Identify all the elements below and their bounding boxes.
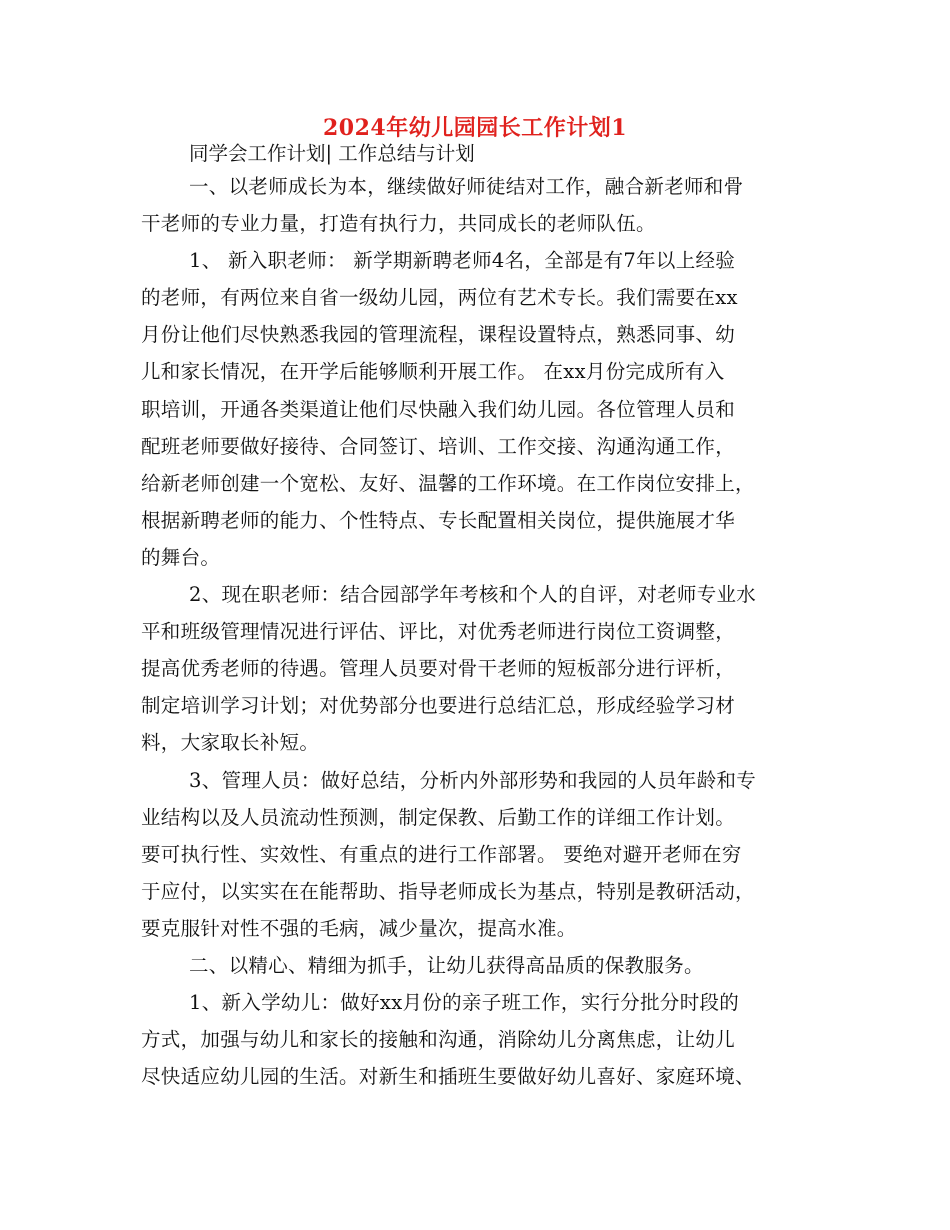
text-line: 提高优秀老师的待遇。管理人员要对骨干老师的短板部分进行评析， — [141, 657, 736, 681]
text-line: 月份让他们尽快熟悉我园的管理流程，课程设置特点，熟悉同事、幼 — [141, 323, 736, 347]
text-line: 要可执行性、实效性、有重点的进行工作部署。 要绝对避开老师在穷 — [141, 842, 742, 866]
text-line: 的老师，有两位来自省一级幼儿园，两位有艺术专长。我们需要在xx — [141, 286, 738, 310]
text-line: 1、新入学幼儿：做好xx月份的亲子班工作，实行分批分时段的 — [189, 991, 740, 1015]
text-line: 业结构以及人员流动性预测，制定保教、后勤工作的详细工作计划。 — [141, 805, 736, 829]
text-line: 给新老师创建一个宽松、友好、温馨的工作环境。在工作岗位安排上， — [141, 471, 755, 495]
document-subtitle: 同学会工作计划| 工作总结与计划 — [189, 142, 475, 165]
text-line: 配班老师要做好接待、合同签订、培训、工作交接、沟通沟通工作， — [141, 434, 736, 458]
text-line: 要克服针对性不强的毛病，减少量次，提高水准。 — [141, 916, 577, 940]
text-line: 平和班级管理情况进行评估、评比，对优秀老师进行岗位工资调整， — [141, 620, 736, 644]
text-line: 职培训，开通各类渠道让他们尽快融入我们幼儿园。各位管理人员和 — [141, 397, 736, 421]
document-body — [141, 168, 813, 1095]
text-line: 于应付，以实实在在能帮助、指导老师成长为基点，特别是教研活动， — [141, 879, 755, 903]
text-line: 3、管理人员：做好总结，分析内外部形势和我园的人员年龄和专 — [189, 768, 757, 792]
text-line: 2、现在职老师：结合园部学年考核和个人的自评，对老师专业水 — [189, 583, 757, 607]
document-title: 2024年幼儿园园长工作计划1 — [322, 115, 628, 141]
text-line: 尽快适应幼儿园的生活。对新生和插班生要做好幼儿喜好、家庭环境、 — [141, 1065, 755, 1089]
text-line: 根据新聘老师的能力、个性特点、专长配置相关岗位，提供施展才华 — [141, 508, 736, 532]
text-line: 二、以精心、精细为抓手，让幼儿获得高品质的保教服务。 — [189, 953, 704, 977]
text-line: 1、 新入职老师： 新学期新聘老师4名，全部是有7年以上经验 — [189, 249, 736, 273]
text-line: 的舞台。 — [141, 545, 221, 569]
text-line: 方式，加强与幼儿和家长的接触和沟通，消除幼儿分离焦虑，让幼儿 — [141, 1028, 736, 1052]
text-line: 制定培训学习计划；对优势部分也要进行总结汇总，形成经验学习材 — [141, 694, 736, 718]
text-line: 儿和家长情况，在开学后能够顺利开展工作。 在xx月份完成所有入 — [141, 360, 725, 384]
text-line: 料，大家取长补短。 — [141, 731, 320, 755]
text-line: 干老师的专业力量，打造有执行力，共同成长的老师队伍。 — [141, 212, 656, 236]
text-line: 一、以老师成长为本，继续做好师徒结对工作，融合新老师和骨 — [189, 175, 744, 198]
